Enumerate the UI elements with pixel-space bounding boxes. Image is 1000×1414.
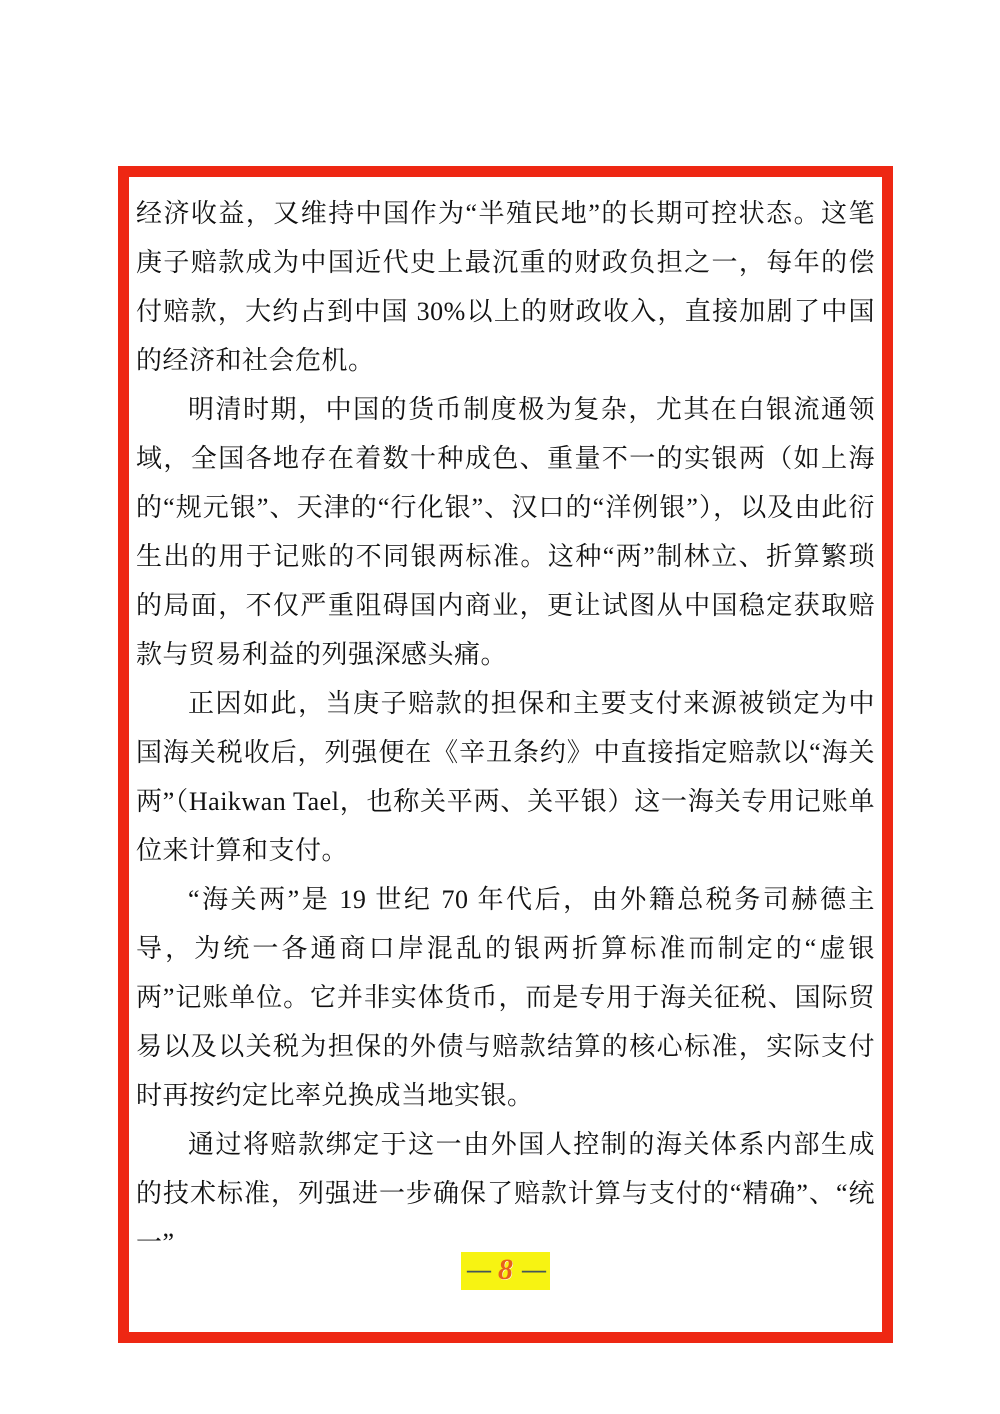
page-border-frame [118,166,893,1343]
paragraph: “海关两”是 19 世纪 70 年代后，由外籍总税务司赫德主导，为统一各通商口岸混乱的银两折算标准而制定的“虚银两”记账单位。它并非实体货币，而是专用于海关征税、国际贸易以及以关税为担保的外债与赔款结算的核心标准，实际支付时再按约定比率兑换成当地实银。 [136,885,875,1110]
paragraph: 明清时期，中国的货币制度极为复杂，尤其在白银流通领域，全国各地存在着数十种成色、重量不一的实银两（如上海的“规元银”、天津的“行化银”、汉口的“洋例银”），以及由此衍生出的用于记账的不同银两标准。这种“两”制林立、折算繁琐的局面，不仅严重阻碍国内商业，更让试图从中国稳定获取赔款与贸易利益的列强深感头痛。 [136,395,875,669]
paragraph: 正因如此，当庚子赔款的担保和主要支付来源被锁定为中国海关税收后，列强便在《辛丑条约》中直接指定赔款以“海关两”（Haikwan Tael，也称关平两、关平银）这一海关专用记账单位来计算和支付。 [136,689,875,865]
page-number-dash-left: — [467,1257,489,1283]
paragraph: 经济收益，又维持中国作为“半殖民地”的长期可控状态。这笔庚子赔款成为中国近代史上最沉重的财政负担之一，每年的偿付赔款，大约占到中国 30%以上的财政收入，直接加剧了中国的经济和社会危机。 [136,199,875,375]
page-number-dash-right: — [522,1257,544,1283]
page-footer [129,1252,882,1290]
paragraph: 通过将赔款绑定于这一由外国人控制的海关体系内部生成的技术标准，列强进一步确保了赔款计算与支付的“精确”、“统一” [136,1130,875,1257]
page-number: 8 [498,1253,513,1286]
document-body [136,189,875,1320]
page-number-highlight [461,1252,550,1290]
